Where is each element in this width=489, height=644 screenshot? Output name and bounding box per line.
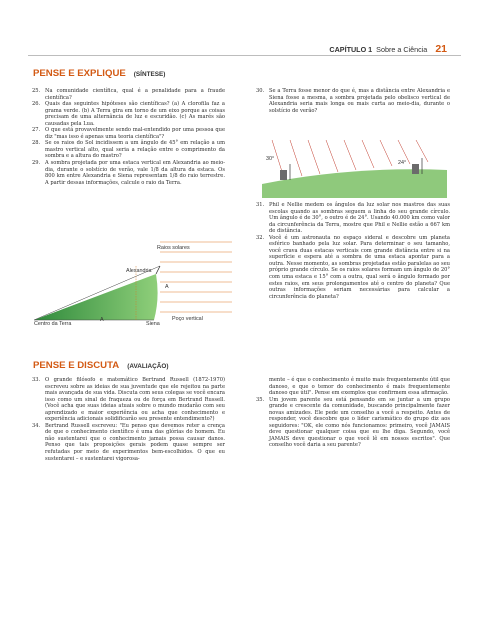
school-nellie-icon <box>412 164 419 174</box>
question-number: 31. <box>256 202 265 208</box>
chapter-label: CAPÍTULO 1 <box>329 45 373 54</box>
question-number: 32. <box>256 234 265 241</box>
question-number: 34. <box>32 422 41 429</box>
question-number: 26. <box>32 101 41 108</box>
section-title-pense-explique <box>33 68 165 79</box>
section1-left-column <box>32 88 225 186</box>
section1-right-column-top <box>256 88 450 114</box>
section-heading: PENSE E EXPLIQUE <box>33 68 126 79</box>
section-subheading: (SÍNTESE) <box>133 71 166 78</box>
question-item <box>256 377 450 397</box>
label-alexandria: Alexandria <box>126 268 152 274</box>
question-text: Um jovem parente seu está pensando em se juntar a um grupo grande e crescente da comunidade, buscando principalmente fazer novas amizades. Ele pede um conselho a você a respeito. Antes de responder, você descobre que o líder carismático do grupo diz aos seguidores: "OK, ele como nós funcionamos: primeiro, você JAMAIS deve questionar qualquer coisa que eu lhe diga. Segundo, você JAMAIS deve questionar o que você lê em nossos escritos". Que conselho você daria a seu parente? <box>269 396 450 449</box>
label-angle-a-center: A <box>100 317 104 323</box>
question-text: mente – é que o conhecimento é muito mais frequentemente útil que danoso, e que o temor do conhecimento é mais frequentemente danoso que útil". Pense em exemplos que confirmem essa afirmação. <box>269 377 450 397</box>
question-number: 27. <box>32 127 41 134</box>
question-number: 25. <box>32 88 41 94</box>
header-divider <box>28 55 461 56</box>
question-item <box>256 88 450 114</box>
question-text: O grande filósofo e matemático Bertrand Russell (1872-1970) escreveu sobre as ideias de sua juventude que ele rejeitou na parte mais avançada de sua vida. Discuta com seus colegas se você encara isso como um sinal de fraqueza ou de força em Bertrand Russell. (Você acha que suas ideias atuais sobre o mundo mudarão com seu aprendizado e maior experiência ou acha que conhecimento e experiência adicionais solidificarão seu presente entendimento?) <box>45 377 226 423</box>
school-phil-icon <box>280 170 287 180</box>
eratosthenes-diagram <box>32 236 247 326</box>
question-number: 28. <box>32 140 41 147</box>
label-poco-vertical: Poço vertical <box>172 316 203 322</box>
label-raios-solares: Raios solares <box>157 245 190 251</box>
question-item <box>32 101 225 127</box>
question-text: Se a Terra fosse menor do que é, mas a distância entre Alexandria e Siena fosse a mesma, a sombra projetada pelo obelisco vertical de Alexandria seria mais longa ou mais curta ao meio-dia, durante o solstício de verão? <box>269 88 450 114</box>
question-text: Bertrand Russell escreveu: "Eu penso que devemos reter a crença de que o conhecimento científico é uma das glórias do homem. Eu não sustentarei que o conhecimento jamais possa causar danos. Penso que tais proposições gerais podem quase sempre ser refutadas por meio de experimentos bem-escolhidos. O que eu sustentarei – e sustentarei vigorosa- <box>45 422 225 462</box>
angle-30-label: 30° <box>266 156 275 162</box>
question-number: 30. <box>256 88 265 94</box>
sun-rays <box>160 242 232 312</box>
question-number: 29. <box>32 160 41 167</box>
label-angle-a-alexandria: A <box>165 284 169 290</box>
question-text: O que está provavelmente sendo mal-entendido por uma pessoa que diz "mas isso é apenas uma teoria científica"? <box>45 127 225 140</box>
question-text: Phil e Nellie medem os ângulos da luz solar nos mastros das suas escolas quando as sombras seguem a linha do seu grande círculo. Um ângulo é de 30°, o outro é de 24°. Usando 40.000 km como valor da circunferência da Terra, mostre que Phil e Nellie estão a 667 km de distância. <box>269 202 450 235</box>
page-number: 21 <box>435 43 447 55</box>
question-item <box>256 202 450 235</box>
question-text: Na comunidade científica, qual é a penalidade para a fraude científica? <box>45 88 225 101</box>
question-text: Se os raios do Sol incidissem a um ângulo de 45° em relação a um mastro vertical alto, qual seria a relação entre o comprimento da sombra e a altura do mastro? <box>45 140 225 160</box>
section-title-pense-discuta <box>33 360 168 371</box>
schools-sun-angle-diagram <box>262 140 447 198</box>
question-item <box>32 140 225 160</box>
question-text: Você é um astronauta no espaço sideral e descobre um planeta esférico banhado pela luz solar. Para determinar o seu tamanho, você crava duas estacas verticais com grande distância entre si na superfície e espera até a sombra de uma estaca apontar para a outra. Nesse momento, as sombras projetadas estão paralelas ao seu próprio grande círculo. Se os raios solares formam um ângulo de 20° com uma estaca e 15° com a outra, qual será o ângulo formado por estes raios, em seus prolongamentos até o centro do planeta? Que outras informações seriam necessárias para calcular a circunferência do planeta? <box>269 234 450 300</box>
label-siena: Siena <box>146 321 160 326</box>
running-header <box>329 43 447 55</box>
question-text: A sombra projetada por uma estaca vertical em Alexandria ao meio-dia, durante o solstício de verão, vale 1/8 da altura da estaca. Os 800 km entre Alexandria e Siena representam 1/8 do raio terrestre. A partir dessas informações, calcule o raio da Terra. <box>45 160 225 186</box>
section-subheading: (AVALIAÇÃO) <box>127 363 169 370</box>
question-number: 35. <box>256 396 265 403</box>
question-item <box>256 397 450 449</box>
section1-right-column-bottom <box>256 202 450 300</box>
question-item <box>32 377 225 423</box>
question-item <box>32 423 225 462</box>
question-number: 33. <box>32 377 41 383</box>
question-item <box>256 235 450 300</box>
question-text: Quais das seguintes hipóteses são científicas? (a) A clorofila faz a grama verde. (b) A Terra gira em torno de um eixo porque as coisas precisam de uma alternância de luz e escuridão. (c) As marés são causadas pela Lua. <box>45 101 225 127</box>
earth-sector <box>34 274 158 320</box>
label-centro-terra: Centro da Terra <box>34 321 72 326</box>
question-item <box>32 160 225 186</box>
section2-right-column <box>256 377 450 449</box>
section-heading: PENSE E DISCUTA <box>33 360 120 371</box>
question-item <box>32 88 225 101</box>
question-item <box>32 127 225 140</box>
chapter-section-title: Sobre a Ciência <box>376 45 428 54</box>
section2-left-column <box>32 377 225 462</box>
angle-24-label: 24° <box>398 160 407 166</box>
